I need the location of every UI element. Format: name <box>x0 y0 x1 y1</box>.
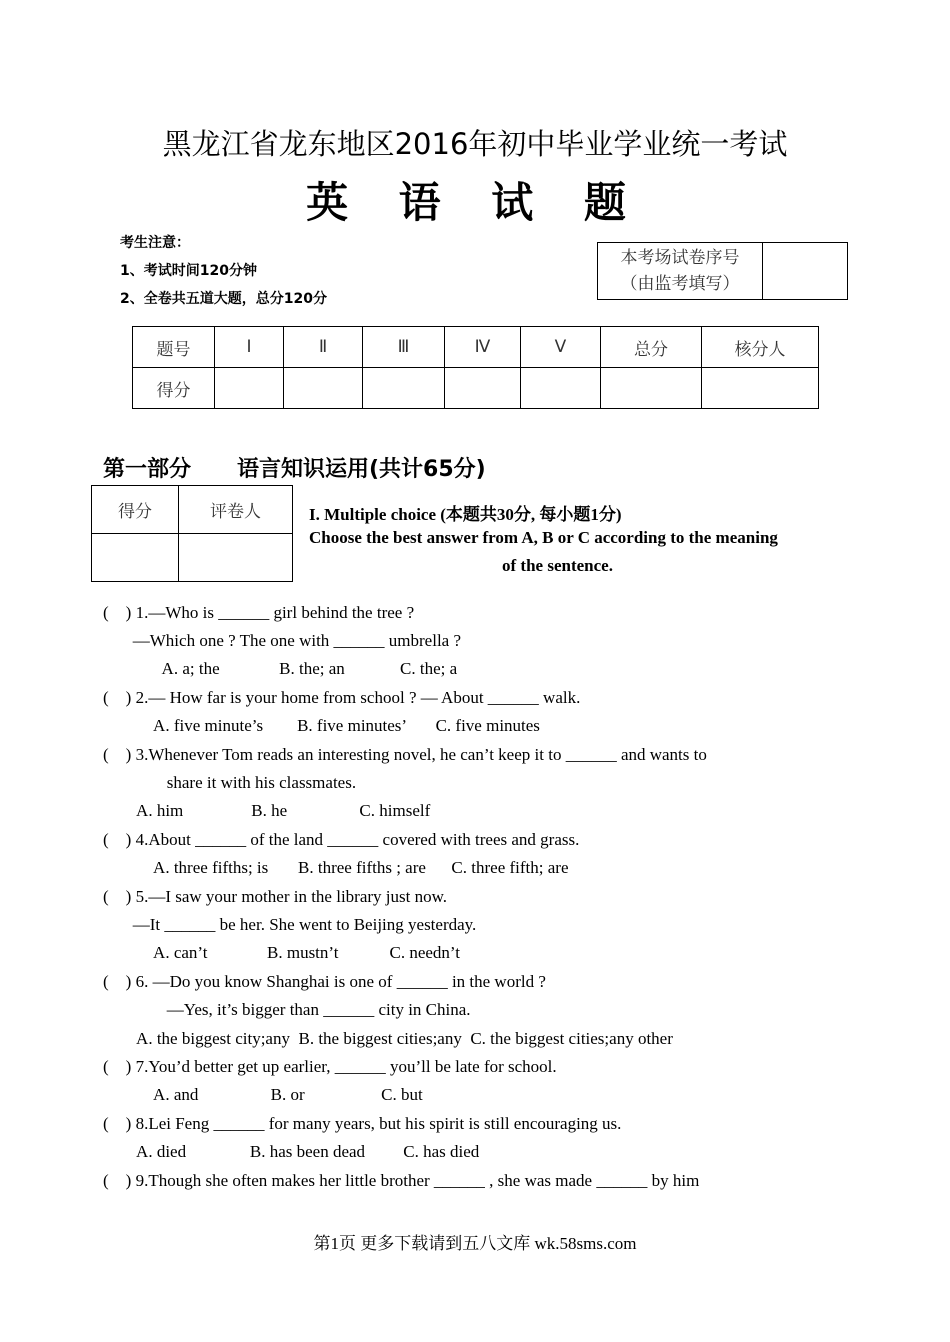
page-footer: 第1页 更多下载请到五八文库 wk.58sms.com <box>313 1234 637 1253</box>
question-line: share it with his classmates. <box>103 773 357 792</box>
question-line: ( ) 6. —Do you know Shanghai is one of ______ in the world ? <box>103 972 546 991</box>
score-cell[interactable] <box>601 368 702 409</box>
options-line: A. three fifths; is B. three fifths ; are C. three fifth; are <box>103 858 569 877</box>
options-line: A. the biggest city;any B. the biggest cities;any C. the biggest cities;any other <box>103 1029 673 1048</box>
score-header-cell: Ⅱ <box>284 327 363 368</box>
options-line: A. can’t B. mustn’t C. needn’t <box>103 943 460 962</box>
score-header-cell: Ⅲ <box>363 327 445 368</box>
question-line: ( ) 5.—I saw your mother in the library just now. <box>103 887 448 906</box>
question-line: ( ) 1.—Who is ______ girl behind the tree ? <box>103 603 415 622</box>
score-header-cell: 题号 <box>133 327 215 368</box>
score-cell[interactable] <box>702 368 819 409</box>
question-line: ( ) 3.Whenever Tom reads an interesting novel, he can’t keep it to ______ and wants to <box>103 745 707 764</box>
section-title: I. Multiple choice (本题共30分, 每小题1分) <box>309 505 622 524</box>
question-line: ( ) 8.Lei Feng ______ for many years, but his spirit is still encouraging us. <box>103 1114 622 1133</box>
question-line: ( ) 9.Though she often makes her little brother ______ , she was made ______ by him <box>103 1171 700 1190</box>
grader-box-label: 评卷人 <box>179 486 293 534</box>
score-cell[interactable] <box>445 368 521 409</box>
options-line: A. a; the B. the; an C. the; a <box>103 659 458 678</box>
notice-item-2: 2、全卷共五道大题，总分120分 <box>120 291 327 307</box>
options-line: A. him B. he C. himself <box>103 801 431 820</box>
question-line: ( ) 7.You’d better get up earlier, ______ you’ll be late for school. <box>103 1057 557 1076</box>
question-line: ( ) 2.— How far is your home from school ? — About ______ walk. <box>103 688 581 707</box>
score-box-cell[interactable] <box>92 534 179 582</box>
notice-item-1: 1、考试时间120分钟 <box>120 263 257 279</box>
section-instruction-2: of the sentence. <box>502 556 613 575</box>
subject-title: 英 语 试 题 <box>306 178 644 227</box>
score-table <box>132 326 819 409</box>
seq-label <box>598 243 763 300</box>
question-line: —Yes, it’s bigger than ______ city in China. <box>103 1000 471 1019</box>
seq-value-cell[interactable] <box>763 243 848 300</box>
seq-label-line1: 本考场试卷序号 <box>620 248 740 268</box>
options-line: A. five minute’s B. five minutes’ C. five minutes <box>103 716 540 735</box>
score-cell[interactable] <box>521 368 601 409</box>
score-header-cell: 总分 <box>601 327 702 368</box>
score-box-label: 得分 <box>92 486 179 534</box>
notice-heading: 考生注意： <box>120 235 190 251</box>
score-header-cell: Ⅰ <box>215 327 284 368</box>
score-cell[interactable] <box>215 368 284 409</box>
options-line: A. and B. or C. but <box>103 1085 423 1104</box>
seq-label-line2: （由监考填写） <box>620 274 740 294</box>
grader-box-cell[interactable] <box>179 534 293 582</box>
part1-title: 第一部分 语言知识运用(共计65分) <box>103 457 486 482</box>
question-line: ( ) 4.About ______ of the land ______ covered with trees and grass. <box>103 830 580 849</box>
question-line: —It ______ be her. She went to Beijing yesterday. <box>103 915 477 934</box>
score-cell[interactable] <box>363 368 445 409</box>
part1-score-box <box>91 485 293 582</box>
score-header-cell: Ⅳ <box>445 327 521 368</box>
exam-title: 黑龙江省龙东地区2016年初中毕业学业统一考试 <box>162 127 788 161</box>
score-cell[interactable] <box>284 368 363 409</box>
options-line: A. died B. has been dead C. has died <box>103 1142 480 1161</box>
score-header-cell: Ⅴ <box>521 327 601 368</box>
section-instruction-1: Choose the best answer from A, B or C according to the meaning <box>309 528 778 547</box>
question-line: —Which one ? The one with ______ umbrella ? <box>103 631 462 650</box>
score-row-label: 得分 <box>133 368 215 409</box>
score-header-cell: 核分人 <box>702 327 819 368</box>
seq-number-box <box>597 242 848 300</box>
